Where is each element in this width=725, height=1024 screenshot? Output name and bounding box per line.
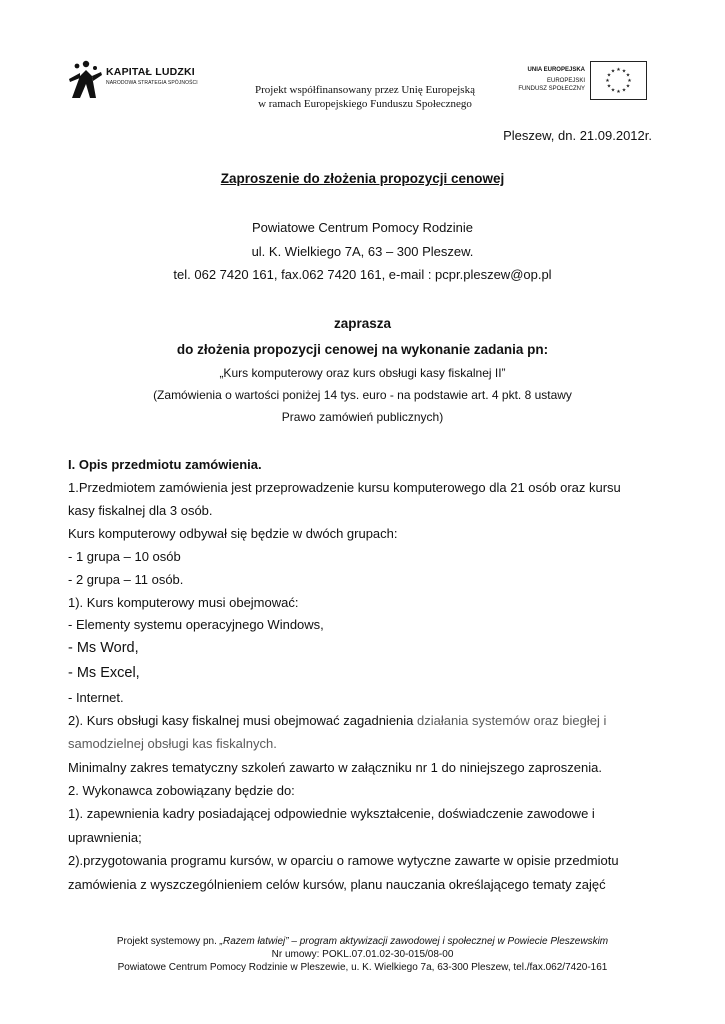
svg-text:★: ★ [606, 72, 612, 79]
footer-contract-number: Nr umowy: POKL.07.01.02-30-015/08-00 [271, 949, 454, 960]
svg-text:★: ★ [606, 83, 612, 90]
list-item: - 2 grupa – 11 osób. [68, 572, 184, 587]
organization-name: Powiatowe Centrum Pomocy Rodzinie [251, 220, 474, 235]
list-item: - Ms Excel, [68, 665, 140, 681]
organization-address: ul. K. Wielkiego 7A, 63 – 300 Pleszew. [251, 244, 474, 259]
task-name: „Kurs komputerowy oraz kurs obsługi kasy fiskalnej II” [219, 366, 506, 380]
svg-text:★: ★ [621, 68, 627, 75]
project-cofinancing-line1: Projekt współfinansowany przez Unię Europejską [255, 84, 475, 96]
paragraph-line [68, 713, 606, 728]
eu-stars-icon [591, 62, 646, 99]
section-heading: I. Opis przedmiotu zamówienia. [68, 457, 262, 472]
eu-label-line3: FUNDUSZ SPOŁECZNY [518, 86, 585, 92]
legal-basis-line1: (Zamówienia o wartości poniżej 14 tys. euro - na podstawie art. 4 pkt. 8 ustawy [153, 388, 572, 402]
svg-text:★: ★ [625, 72, 631, 79]
svg-text:★: ★ [616, 89, 621, 95]
kapital-ludzki-emblem-icon [66, 52, 104, 100]
footer-organization-contact: Powiatowe Centrum Pomocy Rodzinie w Pleszewie, u. K. Wielkiego 7a, 63-300 Pleszew, tel./fax.062/7420-161 [117, 962, 608, 973]
svg-text:★: ★ [625, 83, 631, 90]
paragraph-line: samodzielnej obsługi kas fiskalnych. [68, 736, 277, 751]
list-item: - Ms Word, [68, 640, 139, 656]
svg-text:★: ★ [610, 68, 616, 75]
paragraph-line: Minimalny zakres tematyczny szkoleń zawarto w załączniku nr 1 do niniejszego zaproszenia. [68, 760, 602, 775]
paragraph-line: 1). Kurs komputerowy musi obejmować: [68, 595, 299, 610]
svg-text:★: ★ [627, 78, 632, 84]
list-item: - Internet. [68, 690, 124, 705]
svg-text:★: ★ [610, 87, 616, 94]
organization-contact: tel. 062 7420 161, fax.062 7420 161, e-mail : pcpr.pleszew@op.pl [173, 267, 552, 282]
eu-label-line2: EUROPEJSKI [546, 78, 585, 84]
paragraph-line: 2. Wykonawca zobowiązany będzie do: [68, 783, 295, 798]
logo-title: KAPITAŁ LUDZKI [106, 66, 195, 78]
paragraph-line: Kurs komputerowy odbywał się będzie w dwóch grupach: [68, 526, 398, 541]
document-date: Pleszew, dn. 21.09.2012r. [503, 128, 652, 143]
paragraph-line: kasy fiskalnej dla 3 osób. [68, 503, 213, 518]
svg-text:★: ★ [616, 67, 621, 73]
paragraph-line: 2).przygotowania programu kursów, w oparciu o ramowe wytyczne zawarte w opisie przedmiotu [68, 853, 619, 868]
svg-text:★: ★ [605, 78, 610, 84]
list-item: - 1 grupa – 10 osób [68, 549, 181, 564]
eu-label-line1: UNIA EUROPEJSKA [527, 67, 585, 73]
paragraph-line: zamówienia z wyszczególnieniem celów kursów, planu nauczania określającego tematy zajęć [68, 877, 606, 892]
document-title: Zaproszenie do złożenia propozycji cenowej [220, 171, 505, 186]
legal-basis-line2: Prawo zamówień publicznych) [281, 410, 444, 424]
footer-project-name: „Razem łatwiej” – program aktywizacji zawodowej i społecznej w Powiecie Pleszewskim [219, 936, 609, 947]
project-cofinancing-line2: w ramach Europejskiego Funduszu Społecznego [258, 98, 472, 110]
logo-subtitle: NARODOWA STRATEGIA SPÓJNOŚCI [106, 80, 198, 86]
svg-text:★: ★ [621, 87, 627, 94]
invite-heading: zaprasza [333, 316, 392, 331]
list-item: - Elementy systemu operacyjnego Windows, [68, 617, 324, 632]
eu-flag [590, 61, 647, 100]
footer-project-line [0, 936, 725, 947]
paragraph-text: 2). Kurs obsługi kasy fiskalnej musi obejmować zagadnienia [68, 713, 418, 728]
paragraph-line: 1). zapewnienia kadry posiadającej odpowiednie wykształcenie, doświadczenie zawodowe i [68, 806, 595, 821]
paragraph-text-grey: działania systemów oraz biegłej i [417, 713, 607, 728]
invite-subheading: do złożenia propozycji cenowej na wykonanie zadania pn: [176, 342, 549, 357]
footer-project-prefix: Projekt systemowy pn. [116, 936, 220, 947]
paragraph-line: 1.Przedmiotem zamówienia jest przeprowadzenie kursu komputerowego dla 21 osób oraz kursu [68, 480, 621, 495]
paragraph-line: uprawnienia; [68, 830, 142, 845]
